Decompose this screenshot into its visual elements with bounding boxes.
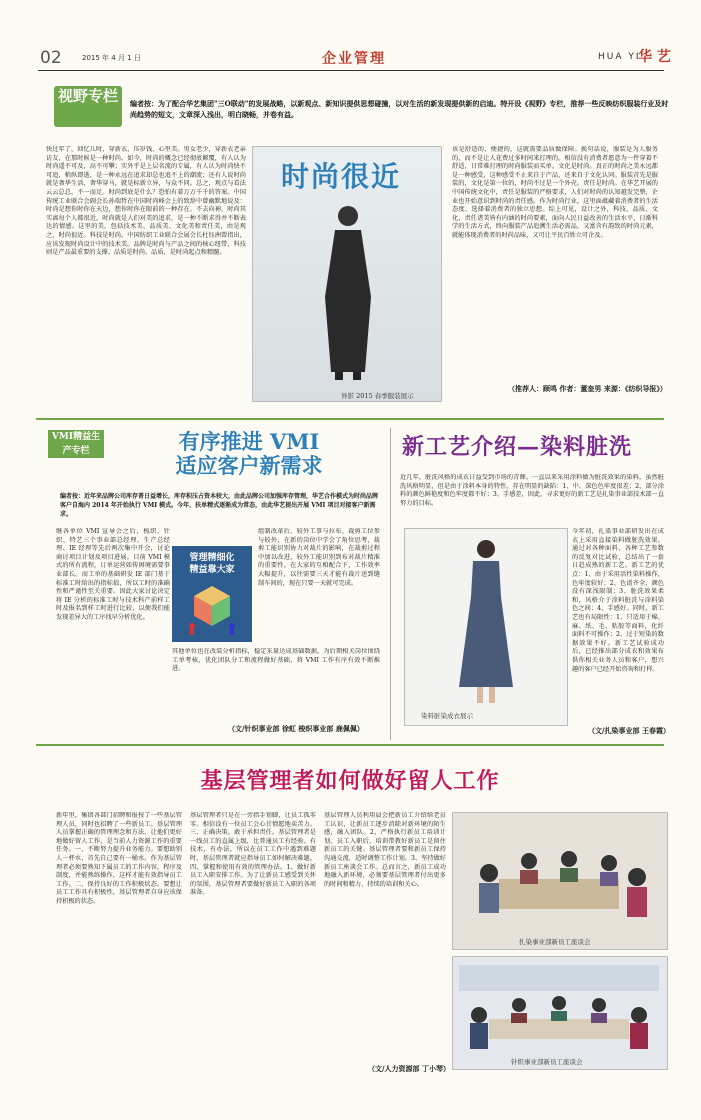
book-title-line2: 精益靠大家 [189,565,235,575]
publication-logo: 华 艺 [638,49,671,65]
grassroots-byline: （文/人力资源部 丁小琴） [368,1064,450,1073]
fashion-photo [252,146,442,402]
column-tag: 视野专栏 [54,86,122,127]
meeting-photo-2 [452,956,668,1070]
dye-photo [404,528,568,726]
vmi-byline: （文/针织事业部 徐虹 梭织事业部 鹿佩佩） [228,724,364,733]
page-header [0,0,701,74]
vmi-tag: VMI精益生产专栏 [48,430,104,458]
meeting-group-icon [459,823,659,933]
issue-date: 2015 年 4 月 1 日 [82,54,141,62]
vmi-text-left: 继各单位 VMI 宣导会之后，梳织、针织、特艺三个事业部总经理、生产总经理、IE 经理等先后两次集中开会，讨论商讨项目计划及项目进展。目前 VMI 模式的所有流程，订单运营如传困境需要事业部长。而工单的基础研发 IE 部门基于标准工时给出的指标值，所以工时的准确性和严谨性至关重要。因此大家讨论决定将 IE 分析的标准工时与技术科产前样工时及报名到样工时进行比较，以便我们能发现差异大的工序找早分析优化。 [56,528,170,621]
book-cover [172,546,252,642]
vmi-text-mid: 组制改革后，较外工事与拉布、裁剪工位参与较外，在新的岗位中学会了角位思考，裁剪工能识别协力对裁片的影响，在裁剪过程中加以改进，较外工能识别到布对裁片精准的重要性。在大家的互相配合下，工作效率大幅提升，以往需要三天才能有裁片送到缝制车间的，现在只要一天就可完成。 [258,528,380,587]
section-divider-2 [36,744,664,746]
book-title-line1: 管理精细化 [189,553,235,563]
grassroots-headline: 基层管理者如何做好留人工作 [200,768,500,794]
vmi-headline-line1: 有序推进 VMI [178,429,320,454]
article-text-left: 快过年了，回忆儿时，穿新衣、压岁钱、心里美。男女老少，穿新衣老亲访友，在那时候是一种时尚。如今，时尚的概念已经彻底颠覆，有人认为时尚遥不可及，高不可攀；实外乎是上层名流的专属，有人认为时尚快不可追，稍纵即逝，是一种永远在追求却总也追不上的潮流；还有人说时尚就是奢华生活，奢华穿马，就是标新立异，与众不同。总之，观点与看法云云总总，不一而足。时尚到底是什么？恐怕有着万万千千的答案。中国传统工业联合会副会长孙瑞哲在中国时尚峰会上的致辞中曾幽默地说及：时尚是想你时你在天边，想你时你在眼前的一种存在。不去向神，时尚其实离每个人都很近，时尚就是人们对美的追求，是一种不断求得并不断表达的情感。这里的美，包括技术美、品质美、文化美和责任美，由是观之，时尚很近。科技是时尚。中国纺织工业联合会展会长杜钰洲曾指出，应该发现时尚设计中的技术美。品牌是时尚与产品之间的核心纽带，科技则是产品最重要的支撑。品质是时尚。品质，是时尚起点和精髓。 [46,146,246,257]
teamwork-cube-icon [186,582,238,636]
meeting-photo-1-caption: 扎染事业部新员工座谈会 [519,938,591,946]
dye-intro: 近几年，脏洗风格的成衣日益受到市场的青睐。一直以来采用涂料做为脏洗效果的染料，虽然脏洗风格明显，但是由于涂料本身的特性，存在明显的缺陷：1、中、深色色牢度很差；2、部分涂料的颜色鲜艳度和色牢度都不好；3、手感差，因此，寻求更好的新工艺是扎染事业部技术部一直努力的目标。 [400,474,664,507]
dress-model-icon [453,537,519,707]
meeting-photo-1 [452,812,668,950]
grassroots-col1: 新年里，集团各部门招聘和报按了一些基层管理人员，同时也招聘了一些新员工。基层管理人员掌握正确的管理理念和方法，让他们更好地做好留人工作，是当前人力资源工作的重要任务。一、不断努力提升业务能力。要想助别人一杯水，首先自己要有一桶水。作为基层管理者必须要熟知下属员工的工作内容，程序及制度，并能熟练操作，这样才能有效指导员工工作。二、保持良好的工作积极状态。要想让员工工作具有积极性，基层管理者自身应该保持积极的状态。 [56,812,182,905]
section-title: 企业管理 [322,51,386,67]
vmi-headline [112,430,386,478]
vmi-headline-line2: 适应客户新需求 [175,453,323,478]
meeting-group-icon [459,965,659,1055]
grassroots-col2: 基层管理者只是在一旁指手划脚，让员工孤零零。相信没有一位员工会心甘情愿地卖苦力。三、正确决策，敢于承担责任。基层管理者是一线员工的直属上级，比普通员工有经验、有技术，有办法，所以在员工工作中遇到难题时，基层管理者就应指导员工如何解决难题。四、掌握和使用有效的管理办法。1、做好新员工入职安排工作。为了让新员工感受到关怀的氛围，基层管理者要做好新员工入职的各项准备。 [190,812,316,897]
dye-photo-caption: 染料脏染成衣展示 [421,712,473,720]
article-byline: （推荐人：顾鸣 作者：董奎男 来源：《纺织导报》） [508,384,667,393]
article-text-right: 该是舒适的，便捷的，这就需要品质做保障。换句话说，服装是为人服务的，而不是让人花费过多时间来打理的。相信没有消费者愿意为一件穿着不舒适，日常难打理的时尚服装而买单。文化是时尚。真正的时尚之美永远都是一种感受，这种感受不止来自于产品，还来自于文化认同。服装首先是服装的，文化是第一位的，时尚不过是一个外壳。责任是时尚。在华艺开展的中国传统文化中，责任是服装的严格要求，人们对时尚的认知越发完整，企业也开始意识到时尚的责任感。作为时尚行业，这里面蕴藏着消费者的生活态度、选择着消费者的独立思想。综上可见，设计之外，科技、品质、文化、责任诸美皆有内涵的时尚要素，面向人民日益改善的生活水平，日渐科学的生活方式，终向服装产品追溯生活必需品，又富含有韵致的时尚元素，就能体现消费者的时尚品味，又可让平民百姓立可企及。 [452,146,658,239]
header-rule [38,70,664,71]
grassroots-col3: 基层管理人员利用晨会把新员工介绍给老员工认识，让新员工逐步消除对新环境的陌生感，融入团队。2、严格执行新员工培训计划。员工入职后，培训带教好新员工是留住新员工的关键。基层管理者要和新员工保持沟通交流，适时调整工作计划。3、坚持做好新员工座谈会工作。总而言之，新员工成功地融入新环境，必须要基层管理者付出更多的时间和精力，持续的培训和关心。 [324,812,446,888]
page-number: 02 [40,48,62,68]
vmi-editor-note: 编者按：近年来品牌公司库存普日益增长，库存积压占资本较大，由此品牌公司加强库存管理，华艺合作模式为时尚品牌客户自海内 2014 年开始执行 VMI 模式。今年，扶单精式逐渐成为常态，由此华艺提出开展 VMI 项目对接客户新需求。 [60,493,379,518]
dye-text: 今年初，扎染事业部研发出在成衣上采用直接染料做脏洗效果。通过对各种面料、各种工艺参数的反复对比试验，总结出了一套日趋成熟的新工艺。新工艺的优点：1、由于采用活性染料操作，色牢度较好；2、色谱齐全，颜色没有深浅限制；3、脏洗效果柔和，风格介于涂料脏洗与涂料染色之间；4、手感好。同时，新工艺也有局限性：1、只适用于棉、麻、纸、毛、粘胶等面料，化纤面料不可操作；2、过于短染的数据效果不好。新工艺试验成功后，已经推出部分成衣和效果布供你相关业务人员和客户，想兴趣的客户已经开始咨询和打样。 [572,528,664,673]
publication-latin-name: HUA YI [598,52,641,62]
photo-caption: 异影 2015 春季服装展示 [341,392,414,400]
editor-note: 编者按：为了配合华艺集团"三O联动"的发展战略，以新观点、新知识提供思想碰撞，以对生活的新发现提供新的启迪。特开设《视野》专栏，推荐一些反映纺织服装行业及时尚趋势的短文，文章深入浅出，明白晓畅，并卷有益。 [130,99,669,119]
vmi-text-bottom: 其他单位也在改装分析指标，稳定采量达成基础数据，为后期相关岗位围绕工单考核，优化团队分工和流程做好基础，将 VMI 工作有序有效不断推进。 [172,648,380,673]
column-divider [390,428,391,740]
model-figure-icon [313,202,383,382]
dye-headline: 新工艺介绍—染料脏洗 [402,434,633,460]
dye-byline: （文/扎染事业部 王春霞） [588,726,670,735]
section-divider [36,418,664,420]
meeting-photo-2-caption: 针织事业部新员工座谈会 [511,1058,583,1066]
article-headline: 时尚很近 [281,160,402,193]
